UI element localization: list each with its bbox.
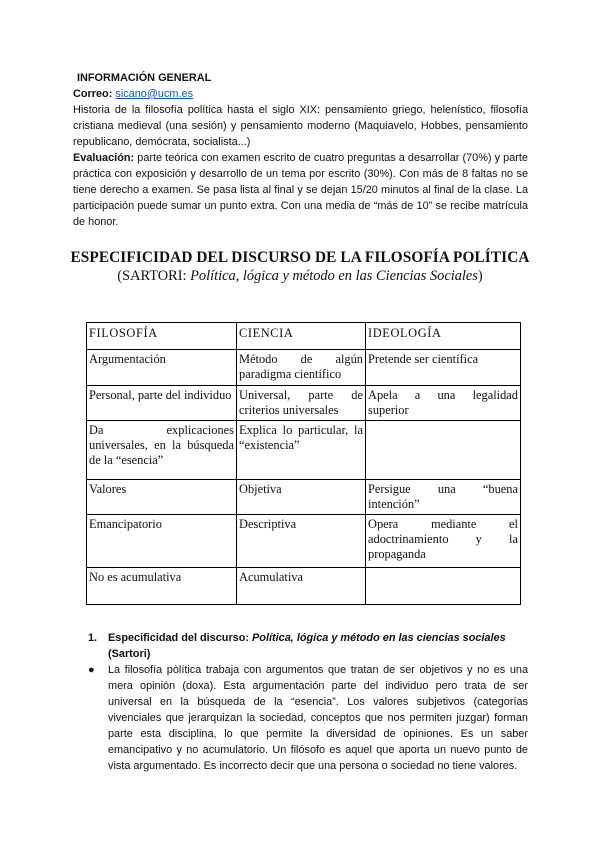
table-cell bbox=[366, 568, 521, 605]
list-item bbox=[88, 662, 528, 774]
table-cell: Valores bbox=[87, 480, 237, 515]
table-row bbox=[87, 568, 521, 605]
section-number: 1. bbox=[88, 632, 98, 644]
comparison-table bbox=[86, 322, 521, 605]
bullet-icon: ● bbox=[88, 664, 95, 676]
table-cell: No es acumulativa bbox=[87, 568, 237, 605]
header-ciencia: CIENCIA bbox=[237, 323, 366, 350]
table-cell: Acumulativa bbox=[237, 568, 366, 605]
bullet-text: La filosofía pòlítica trabaja con argumentos que tratan de ser objetivos y no es una mera opinión (doxa). Esta argumentación parte del individuo pero trata de ser universal en la búsqueda de la “esencia”. Los valores subjetivos (categorías vivenciales que jerarquizan la sociedad, conceptos que nos permiten juzgar) forman parte esta disciplina, lo que permite la diversidad de opiniones. Es un saber emancipativo y no acumulatorio. Un filósofo es aquel que aporta un nuevo punto de vista argumentado. Es incorrecto decir que una persona o sociedad no tiene valores. bbox=[108, 664, 528, 772]
table-cell: Opera mediante el adoctrinamiento y la propaganda bbox=[366, 515, 521, 568]
table-row bbox=[87, 515, 521, 568]
info-heading: INFORMACIÓN GENERAL bbox=[77, 72, 212, 84]
header-filosofia: FILOSOFÍA bbox=[87, 323, 237, 350]
table-cell: Personal, parte del individuo bbox=[87, 386, 237, 421]
document-title bbox=[60, 248, 540, 286]
table-cell: Emancipatorio bbox=[87, 515, 237, 568]
table-row bbox=[87, 480, 521, 515]
general-info bbox=[73, 70, 528, 230]
table-cell: Argumentación bbox=[87, 350, 237, 386]
section-heading-book: Política, lógica y método en las ciencias sociales bbox=[252, 632, 506, 644]
program-text: Historia de la filosofía política hasta el siglo XIX: pensamiento griego, helenístico, filosofía cristiana medieval (una sesión) y pensamiento moderno (Maquiavelo, Hobbes, pensamiento republicano, demócrata, socialista...) bbox=[73, 104, 528, 148]
table-cell: Descriptiva bbox=[237, 515, 366, 568]
header-ideologia: IDEOLOGÍA bbox=[366, 323, 521, 350]
table-row bbox=[87, 421, 521, 480]
table-cell: Universal, parte de criterios universales bbox=[237, 386, 366, 421]
table-header-row bbox=[87, 323, 521, 350]
table-cell: Explica lo particular, la “existencia” bbox=[237, 421, 366, 480]
title-subtitle: (SARTORI: Política, lógica y método en las Ciencias Sociales) bbox=[117, 268, 483, 284]
table-cell: Da explicaciones universales, en la búsqueda de la “esencia” bbox=[87, 421, 237, 480]
title-subtitle-book: Política, lógica y método en las Ciencias Sociales bbox=[190, 268, 478, 284]
table-cell: Persigue una “buena intención” bbox=[366, 480, 521, 515]
table-cell bbox=[366, 421, 521, 480]
table-cell: Objetiva bbox=[237, 480, 366, 515]
email-link[interactable]: sicano@ucm.es bbox=[115, 88, 194, 100]
section-1 bbox=[88, 630, 528, 774]
table-row bbox=[87, 386, 521, 421]
email-label: Correo bbox=[73, 88, 109, 100]
title-main: ESPECIFICIDAD DEL DISCURSO DE LA FILOSOFÍA POLÍTICA bbox=[70, 249, 530, 266]
table-cell: Pretende ser científica bbox=[366, 350, 521, 386]
table-cell: Apela a una legalidad superior bbox=[366, 386, 521, 421]
email-line: Correo: sicano@ucm.es bbox=[73, 88, 194, 100]
table-row bbox=[87, 350, 521, 386]
section-heading: Especificidad del discurso: Política, lógica y método en las ciencias sociales (Sartori) bbox=[108, 632, 506, 660]
table-cell: Método de algún paradigma científico bbox=[237, 350, 366, 386]
evaluation-paragraph: Evaluación: parte teórica con examen escrito de cuatro preguntas a desarrollar (70%) y parte práctica con exposición y desarrollo de un tema por escrito (30%). Con más de 8 faltas no se tiene derecho a examen. Se pasa lista al final y se dejan 15/20 minutos al final de la clase. La participación puede sumar un punto extra. Con una media de “más de 10” se recibe matrícula de honor. bbox=[73, 152, 528, 228]
evaluation-text: parte teórica con examen escrito de cuatro preguntas a desarrollar (70%) y parte práctica con exposición y desarrollo de un tema por escrito (30%). Con más de 8 faltas no se tiene derecho a examen. Se pasa lista al final y se dejan 15/20 minutos al final de la clase. La participación puede sumar un punto extra. Con una media de “más de 10” se recibe matrícula de honor. bbox=[73, 152, 528, 228]
evaluation-label: Evaluación bbox=[73, 152, 131, 164]
